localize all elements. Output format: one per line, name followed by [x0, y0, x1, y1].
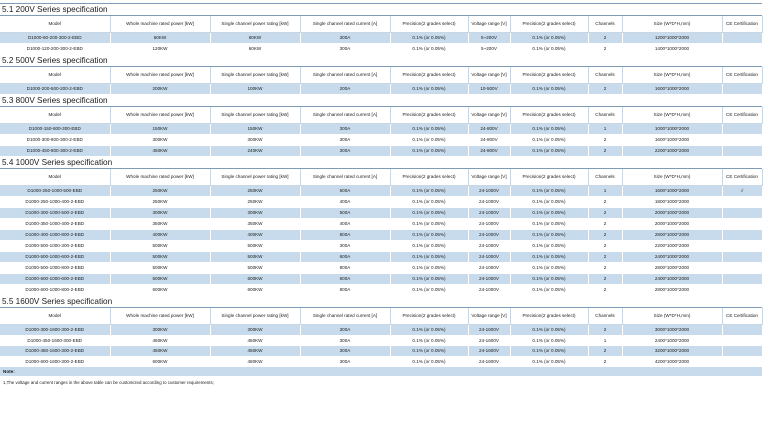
column-header-power: Whole machine rated power [kW] — [110, 16, 210, 33]
table-row — [0, 325, 762, 336]
cell-size: 2800*1000*2000 — [622, 285, 722, 296]
cell-precision: 0.1% (or 0.05%) — [390, 346, 468, 357]
cell-power: 600KW — [110, 274, 210, 285]
cell-model: D1000-500-1000-600-2-EBD — [0, 252, 110, 263]
cell-precision: 0.1% (or 0.05%) — [390, 208, 468, 219]
cell-precision: 0.1% (or 0.05%) — [390, 33, 468, 44]
cell-ce — [722, 208, 762, 219]
cell-precision2: 0.1% (or 0.05%) — [510, 252, 588, 263]
cell-power: 300KW — [110, 208, 210, 219]
column-header-model: Model — [0, 67, 110, 84]
column-header-model: Model — [0, 308, 110, 325]
cell-power: 500KW — [110, 252, 210, 263]
column-header-power: Whole machine rated power [kW] — [110, 169, 210, 186]
cell-channel-current: 600A — [300, 274, 390, 285]
cell-size: 1800*1000*2000 — [622, 197, 722, 208]
cell-voltage: 24-800V — [468, 124, 510, 135]
table-row — [0, 263, 762, 274]
cell-size: 4200*1000*2000 — [622, 356, 722, 367]
column-header-precision: Precision(2 grades select) — [390, 67, 468, 84]
cell-precision: 0.1% (or 0.05%) — [390, 335, 468, 346]
cell-power: 350KW — [110, 219, 210, 230]
table-row — [0, 285, 762, 296]
column-header-channels: Channels — [588, 67, 622, 84]
column-header-size: Size (W*D*H,mm) — [622, 308, 722, 325]
cell-ce — [722, 84, 762, 95]
cell-voltage: 24-1000V — [468, 197, 510, 208]
cell-ce — [722, 346, 762, 357]
cell-channel-current: 200A — [300, 84, 390, 95]
column-header-channels: Channels — [588, 169, 622, 186]
cell-ce — [722, 335, 762, 346]
cell-voltage: 24-1600V — [468, 356, 510, 367]
cell-channel-current: 400A — [300, 219, 390, 230]
cell-precision2: 0.1% (or 0.05%) — [510, 230, 588, 241]
cell-size: 1600*1000*2000 — [622, 186, 722, 197]
cell-precision2: 0.1% (or 0.05%) — [510, 124, 588, 135]
table-row — [0, 230, 762, 241]
cell-channel-current: 500A — [300, 186, 390, 197]
cell-channel-current: 300A — [300, 356, 390, 367]
cell-channels: 2 — [588, 263, 622, 274]
spec-table — [0, 308, 763, 367]
cell-voltage: 24-1600V — [468, 346, 510, 357]
cell-voltage: 24-800V — [468, 146, 510, 157]
cell-precision2: 0.1% (or 0.05%) — [510, 208, 588, 219]
cell-power: 60KW — [110, 33, 210, 44]
spec-table — [0, 169, 763, 296]
spec-table — [0, 107, 763, 157]
column-header-voltage: Voltage range [V] — [468, 16, 510, 33]
column-header-channel-current: Single channel rated current [A] — [300, 67, 390, 84]
cell-model: D1000-350-1000-400-2-EBD — [0, 219, 110, 230]
note-text: 1,The voltage and current ranges in the above table can be customized according to customer requirements; — [3, 380, 214, 385]
cell-precision2: 0.1% (or 0.05%) — [510, 325, 588, 336]
cell-precision: 0.1% (or 0.05%) — [390, 252, 468, 263]
cell-channels: 2 — [588, 230, 622, 241]
header-row — [0, 169, 762, 186]
cell-power: 150KW — [110, 124, 210, 135]
cell-precision2: 0.1% (or 0.05%) — [510, 33, 588, 44]
cell-channel-power: 400KW — [210, 230, 300, 241]
spec-table — [0, 16, 763, 55]
cell-ce: √ — [722, 186, 762, 197]
cell-channel-current: 300A — [300, 335, 390, 346]
column-header-ce: CE Certification — [722, 107, 762, 124]
cell-precision: 0.1% (or 0.05%) — [390, 325, 468, 336]
cell-voltage: 24-1000V — [468, 274, 510, 285]
cell-model: D1000-450-1600-300-EBD — [0, 335, 110, 346]
cell-size: 1400*1000*2000 — [622, 44, 722, 55]
cell-model: D1000-400-1000-800-2-EBD — [0, 230, 110, 241]
cell-ce — [722, 285, 762, 296]
cell-precision2: 0.1% (or 0.05%) — [510, 356, 588, 367]
column-header-precision2: Precision(2 grades select) — [510, 308, 588, 325]
cell-voltage: 24-1000V — [468, 208, 510, 219]
table-row — [0, 219, 762, 230]
cell-channels: 2 — [588, 325, 622, 336]
cell-ce — [722, 146, 762, 157]
column-header-ce: CE Certification — [722, 67, 762, 84]
cell-power: 500KW — [110, 263, 210, 274]
cell-ce — [722, 356, 762, 367]
cell-power: 300KW — [110, 135, 210, 146]
cell-model: D1000-120-200-300-2-EBD — [0, 44, 110, 55]
cell-precision: 0.1% (or 0.05%) — [390, 197, 468, 208]
cell-channels: 2 — [588, 241, 622, 252]
cell-ce — [722, 252, 762, 263]
cell-precision: 0.1% (or 0.05%) — [390, 124, 468, 135]
column-header-voltage: Voltage range [V] — [468, 308, 510, 325]
cell-channels: 2 — [588, 285, 622, 296]
column-header-channel-power: Single channel power rating [kW] — [210, 16, 300, 33]
column-header-model: Model — [0, 107, 110, 124]
cell-size: 3000*1000*2000 — [622, 325, 722, 336]
cell-model: D1000-600-1000-600-2-EBD — [0, 274, 110, 285]
cell-channel-power: 300KW — [210, 135, 300, 146]
column-header-channel-power: Single channel power rating [kW] — [210, 169, 300, 186]
cell-precision2: 0.1% (or 0.05%) — [510, 44, 588, 55]
cell-precision2: 0.1% (or 0.05%) — [510, 346, 588, 357]
cell-precision2: 0.1% (or 0.05%) — [510, 263, 588, 274]
cell-voltage: 24-1000V — [468, 219, 510, 230]
cell-ce — [722, 44, 762, 55]
column-header-ce: CE Certification — [722, 16, 762, 33]
cell-channel-current: 300A — [300, 124, 390, 135]
section-title: 5.2 500V Series specification — [0, 55, 762, 67]
cell-power: 500KW — [110, 241, 210, 252]
cell-voltage: 24-1000V — [468, 252, 510, 263]
column-header-size: Size (W*D*H,mm) — [622, 16, 722, 33]
header-row — [0, 67, 762, 84]
cell-power: 250KW — [110, 186, 210, 197]
column-header-voltage: Voltage range [V] — [468, 107, 510, 124]
cell-size: 1600*1000*2000 — [622, 84, 722, 95]
cell-channel-power: 500KW — [210, 241, 300, 252]
cell-ce — [722, 274, 762, 285]
cell-channels: 2 — [588, 135, 622, 146]
column-header-precision: Precision(2 grades select) — [390, 308, 468, 325]
cell-channels: 2 — [588, 356, 622, 367]
table-row — [0, 146, 762, 157]
table-row — [0, 208, 762, 219]
cell-voltage: 24-1000V — [468, 186, 510, 197]
cell-voltage: 5~200V — [468, 33, 510, 44]
table-row — [0, 135, 762, 146]
cell-channel-power: 150KW — [210, 124, 300, 135]
cell-precision: 0.1% (or 0.05%) — [390, 230, 468, 241]
table-row — [0, 241, 762, 252]
cell-channel-current: 600A — [300, 252, 390, 263]
cell-model: D1000-300-1000-500-2-EBD — [0, 208, 110, 219]
column-header-power: Whole machine rated power [kW] — [110, 107, 210, 124]
table-row — [0, 346, 762, 357]
cell-model: D1000-300-1600-300-2-EBD — [0, 325, 110, 336]
cell-precision2: 0.1% (or 0.05%) — [510, 84, 588, 95]
cell-power: 400KW — [110, 230, 210, 241]
table-row — [0, 33, 762, 44]
cell-channel-current: 300A — [300, 135, 390, 146]
cell-channel-power: 300KW — [210, 325, 300, 336]
cell-channels: 2 — [588, 33, 622, 44]
column-header-channels: Channels — [588, 107, 622, 124]
cell-ce — [722, 241, 762, 252]
column-header-precision: Precision(2 grades select) — [390, 107, 468, 124]
cell-size: 2800*1000*2000 — [622, 230, 722, 241]
cell-voltage: 24-1600V — [468, 335, 510, 346]
cell-model: D1000-200-500-200-2-EBD — [0, 84, 110, 95]
cell-model: D1000-250-1000-500-EBD — [0, 186, 110, 197]
cell-precision: 0.1% (or 0.05%) — [390, 84, 468, 95]
cell-channel-current: 800A — [300, 285, 390, 296]
cell-channel-power: 250KW — [210, 197, 300, 208]
cell-power: 300KW — [110, 325, 210, 336]
cell-model: D1000-600-1600-300-2-EBD — [0, 356, 110, 367]
column-header-precision2: Precision(2 grades select) — [510, 67, 588, 84]
column-header-ce: CE Certification — [722, 169, 762, 186]
cell-precision2: 0.1% (or 0.05%) — [510, 146, 588, 157]
cell-channel-power: 450KW — [210, 335, 300, 346]
column-header-power: Whole machine rated power [kW] — [110, 308, 210, 325]
cell-power: 600KW — [110, 356, 210, 367]
table-row — [0, 124, 762, 135]
cell-channel-current: 300A — [300, 241, 390, 252]
cell-model: D1000-250-1000-400-2-EBD — [0, 197, 110, 208]
cell-channels: 2 — [588, 346, 622, 357]
table-row — [0, 197, 762, 208]
cell-voltage: 24-1000V — [468, 285, 510, 296]
column-header-size: Size (W*D*H,mm) — [622, 107, 722, 124]
column-header-channel-power: Single channel power rating [kW] — [210, 107, 300, 124]
cell-channel-current: 300A — [300, 44, 390, 55]
column-header-channel-power: Single channel power rating [kW] — [210, 67, 300, 84]
cell-channel-power: 480KW — [210, 356, 300, 367]
column-header-voltage: Voltage range [V] — [468, 67, 510, 84]
cell-channel-current: 300A — [300, 325, 390, 336]
section-title: 5.5 1600V Series specification — [0, 296, 762, 308]
cell-channel-current: 800A — [300, 230, 390, 241]
table-row — [0, 252, 762, 263]
table-row — [0, 335, 762, 346]
cell-channels: 2 — [588, 252, 622, 263]
cell-size: 1200*1000*2000 — [622, 33, 722, 44]
cell-channels: 2 — [588, 146, 622, 157]
cell-channel-power: 60KW — [210, 33, 300, 44]
column-header-channels: Channels — [588, 308, 622, 325]
column-header-channel-current: Single channel rated current [A] — [300, 107, 390, 124]
cell-precision2: 0.1% (or 0.05%) — [510, 186, 588, 197]
cell-model: D1000-150-800-300-EBD — [0, 124, 110, 135]
column-header-precision: Precision(2 grades select) — [390, 16, 468, 33]
cell-model: D1000-500-1000-300-2-EBD — [0, 241, 110, 252]
cell-voltage: 24-1600V — [468, 325, 510, 336]
cell-ce — [722, 33, 762, 44]
cell-channel-power: 500KW — [210, 263, 300, 274]
cell-ce — [722, 197, 762, 208]
column-header-precision2: Precision(2 grades select) — [510, 107, 588, 124]
cell-channels: 2 — [588, 208, 622, 219]
cell-channels: 2 — [588, 219, 622, 230]
cell-precision2: 0.1% (or 0.05%) — [510, 285, 588, 296]
cell-channel-power: 350KW — [210, 219, 300, 230]
cell-ce — [722, 230, 762, 241]
cell-channel-current: 400A — [300, 197, 390, 208]
cell-precision: 0.1% (or 0.05%) — [390, 44, 468, 55]
table-row — [0, 274, 762, 285]
section-title: 5.3 800V Series specification — [0, 95, 762, 107]
column-header-channel-current: Single channel rated current [A] — [300, 308, 390, 325]
cell-model: D1000-450-800-300-2-EBD — [0, 146, 110, 157]
cell-size: 2800*1000*2000 — [622, 263, 722, 274]
cell-voltage: 24-800V — [468, 135, 510, 146]
cell-channel-power: 500KW — [210, 252, 300, 263]
cell-precision: 0.1% (or 0.05%) — [390, 135, 468, 146]
cell-model: D1000-60-200-300-2-EBD — [0, 33, 110, 44]
column-header-power: Whole machine rated power [kW] — [110, 67, 210, 84]
cell-ce — [722, 325, 762, 336]
cell-power: 450KW — [110, 346, 210, 357]
cell-power: 450KW — [110, 335, 210, 346]
cell-precision2: 0.1% (or 0.05%) — [510, 274, 588, 285]
note-label: Note: — [0, 367, 762, 377]
cell-precision2: 0.1% (or 0.05%) — [510, 335, 588, 346]
cell-size: 2200*1000*2000 — [622, 146, 722, 157]
cell-ce — [722, 219, 762, 230]
cell-size: 1000*1000*2000 — [622, 124, 722, 135]
cell-size: 2400*1000*2000 — [622, 252, 722, 263]
header-row — [0, 308, 762, 325]
column-header-precision2: Precision(2 grades select) — [510, 16, 588, 33]
cell-channels: 2 — [588, 84, 622, 95]
cell-channels: 1 — [588, 186, 622, 197]
cell-channel-current: 500A — [300, 208, 390, 219]
cell-channel-power: 250KW — [210, 186, 300, 197]
cell-size: 2400*1000*2000 — [622, 274, 722, 285]
cell-size: 3200*1000*2000 — [622, 346, 722, 357]
cell-channels: 2 — [588, 44, 622, 55]
header-row — [0, 16, 762, 33]
section-title: 5.4 1000V Series specification — [0, 157, 762, 169]
cell-size: 2400*1000*2000 — [622, 335, 722, 346]
cell-power: 450KW — [110, 146, 210, 157]
column-header-model: Model — [0, 16, 110, 33]
column-header-channel-current: Single channel rated current [A] — [300, 169, 390, 186]
cell-size: 2000*1000*2000 — [622, 219, 722, 230]
cell-power: 250KW — [110, 197, 210, 208]
column-header-channel-power: Single channel power rating [kW] — [210, 308, 300, 325]
cell-channel-power: 240KW — [210, 146, 300, 157]
cell-precision2: 0.1% (or 0.05%) — [510, 241, 588, 252]
cell-channels: 1 — [588, 124, 622, 135]
cell-model: D1000-300-800-300-2-EBD — [0, 135, 110, 146]
column-header-precision: Precision(2 grades select) — [390, 169, 468, 186]
section-title: 5.1 200V Series specification — [0, 4, 762, 16]
cell-channel-current: 300A — [300, 33, 390, 44]
cell-channel-power: 600KW — [210, 274, 300, 285]
cell-ce — [722, 135, 762, 146]
cell-model: D1000-500-1000-800-2-EBD — [0, 263, 110, 274]
column-header-size: Size (W*D*H,mm) — [622, 67, 722, 84]
column-header-precision2: Precision(2 grades select) — [510, 169, 588, 186]
cell-precision2: 0.1% (or 0.05%) — [510, 219, 588, 230]
cell-power: 120KW — [110, 44, 210, 55]
column-header-channels: Channels — [588, 16, 622, 33]
table-row — [0, 356, 762, 367]
cell-voltage: 24-1000V — [468, 241, 510, 252]
cell-channel-power: 100KW — [210, 84, 300, 95]
cell-precision: 0.1% (or 0.05%) — [390, 356, 468, 367]
cell-precision2: 0.1% (or 0.05%) — [510, 197, 588, 208]
cell-channel-current: 300A — [300, 346, 390, 357]
cell-power: 200KW — [110, 84, 210, 95]
cell-voltage: 24-1000V — [468, 230, 510, 241]
column-header-channel-current: Single channel rated current [A] — [300, 16, 390, 33]
cell-precision2: 0.1% (or 0.05%) — [510, 135, 588, 146]
cell-size: 2200*1000*2000 — [622, 241, 722, 252]
cell-size: 2000*1000*2000 — [622, 208, 722, 219]
cell-ce — [722, 124, 762, 135]
column-header-ce: CE Certification — [722, 308, 762, 325]
cell-channels: 1 — [588, 335, 622, 346]
cell-precision: 0.1% (or 0.05%) — [390, 241, 468, 252]
cell-model: D1000-600-1000-800-2-EBD — [0, 285, 110, 296]
cell-channels: 2 — [588, 197, 622, 208]
cell-voltage: 5~200V — [468, 44, 510, 55]
header-row — [0, 107, 762, 124]
table-row — [0, 84, 762, 95]
table-row — [0, 186, 762, 197]
cell-channel-current: 800A — [300, 263, 390, 274]
spec-table — [0, 67, 763, 95]
cell-power: 600KW — [110, 285, 210, 296]
cell-channels: 2 — [588, 274, 622, 285]
cell-precision: 0.1% (or 0.05%) — [390, 146, 468, 157]
cell-channel-power: 600KW — [210, 285, 300, 296]
cell-precision: 0.1% (or 0.05%) — [390, 274, 468, 285]
cell-channel-power: 60KW — [210, 44, 300, 55]
table-row — [0, 44, 762, 55]
cell-precision: 0.1% (or 0.05%) — [390, 219, 468, 230]
cell-precision: 0.1% (or 0.05%) — [390, 263, 468, 274]
cell-precision: 0.1% (or 0.05%) — [390, 186, 468, 197]
spec-sections — [0, 4, 762, 367]
cell-voltage: 10-500V — [468, 84, 510, 95]
cell-ce — [722, 263, 762, 274]
cell-channel-power: 450KW — [210, 346, 300, 357]
cell-model: D1000-450-1600-300-2-EBD — [0, 346, 110, 357]
column-header-size: Size (W*D*H,mm) — [622, 169, 722, 186]
cell-channel-power: 300KW — [210, 208, 300, 219]
cell-size: 1600*1000*2000 — [622, 135, 722, 146]
cell-precision: 0.1% (or 0.05%) — [390, 285, 468, 296]
column-header-model: Model — [0, 169, 110, 186]
column-header-voltage: Voltage range [V] — [468, 169, 510, 186]
cell-voltage: 24-1000V — [468, 263, 510, 274]
cell-channel-current: 300A — [300, 146, 390, 157]
